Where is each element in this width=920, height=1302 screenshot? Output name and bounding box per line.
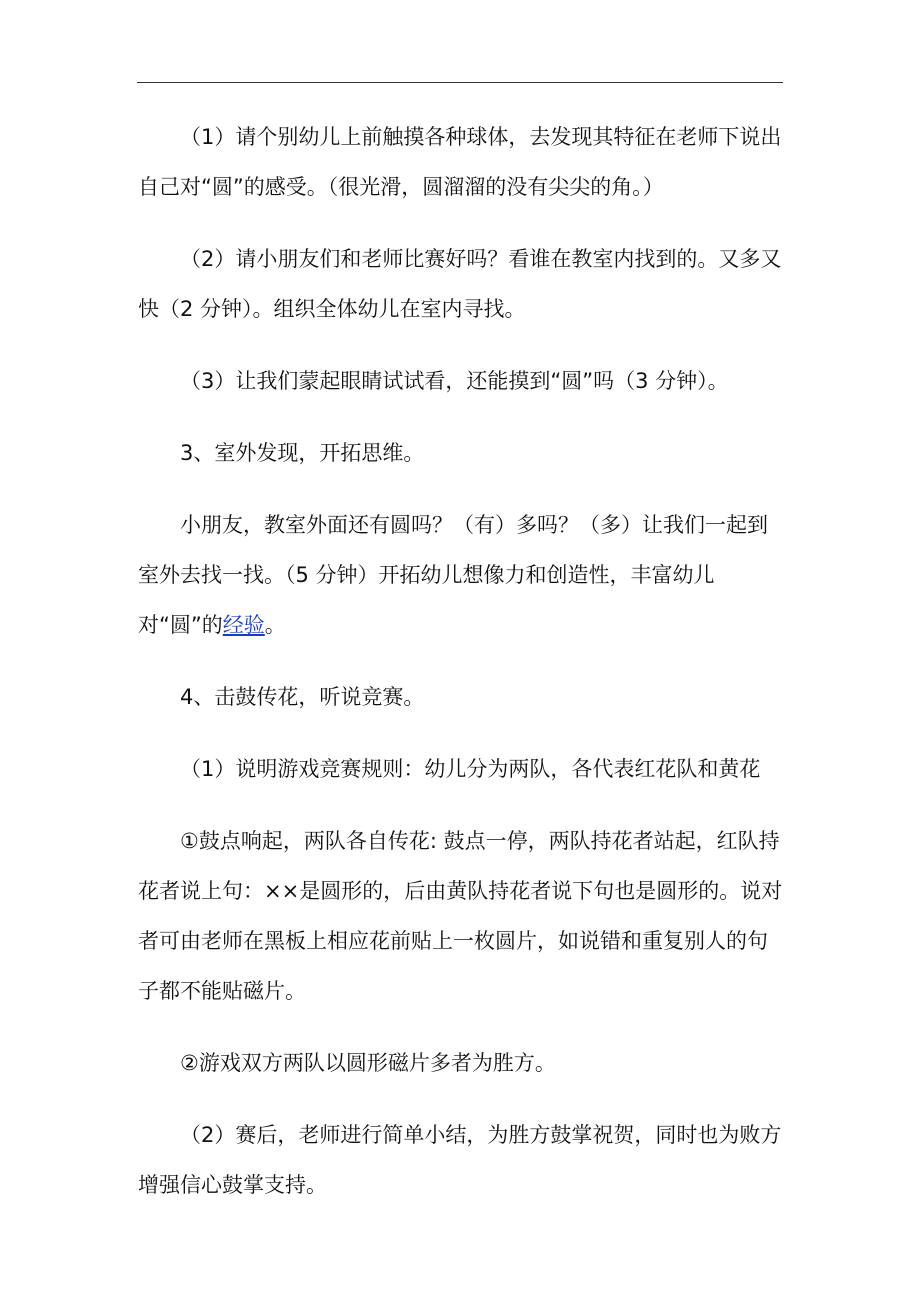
paragraph-10: （2）赛后，老师进行简单小结，为胜方鼓掌祝贺，同时也为败方增强信心鼓掌支持。 (138, 1123, 782, 1197)
paragraph-5-text: 小朋友，教室外面还有圆吗？（有）多吗？（多）让我们一起到室外去找一找。（5 分钟）开拓幼儿想像力和创造性，丰富幼儿对“圆”的 (138, 513, 768, 637)
section-heading-3: 3、室外发现，开拓思维。 (180, 441, 425, 465)
paragraph-9: ②游戏双方两队以圆形磁片多者为胜方。 (180, 1051, 556, 1075)
section-heading-4: 4、击鼓传花，听说竞赛。 (180, 685, 425, 709)
paragraph-7: （1）说明游戏竞赛规则：幼儿分为两队，各代表红花队和黄花 (180, 757, 761, 781)
paragraph-5-end: 。 (264, 613, 286, 637)
paragraph-5 (138, 500, 786, 650)
header-rule (137, 82, 783, 83)
document-body (138, 112, 786, 1232)
paragraph-2: （2）请小朋友们和老师比赛好吗？看谁在教室内找到的。又多又快（2 分钟）。组织全体幼儿在室内寻找。 (138, 247, 782, 321)
paragraph-1: （1）请个别幼儿上前触摸各种球体，去发现其特征在老师下说出自己对“圆”的感受。（很光滑，圆溜溜的没有尖尖的角。） (138, 125, 782, 199)
experience-link[interactable]: 经验 (222, 613, 265, 637)
paragraph-8: ①鼓点响起，两队各自传花: 鼓点一停，两队持花者站起，红队持花者说上句：××是圆形的，后由黄队持花者说下句也是圆形的。说对者可由老师在黑板上相应花前贴上一枚圆片，如说错和重复别人的句子都不能贴磁片。 (138, 829, 783, 1003)
paragraph-3: （3）让我们蒙起眼睛试试看，还能摸到“圆”吗（3 分钟）。 (180, 369, 729, 393)
